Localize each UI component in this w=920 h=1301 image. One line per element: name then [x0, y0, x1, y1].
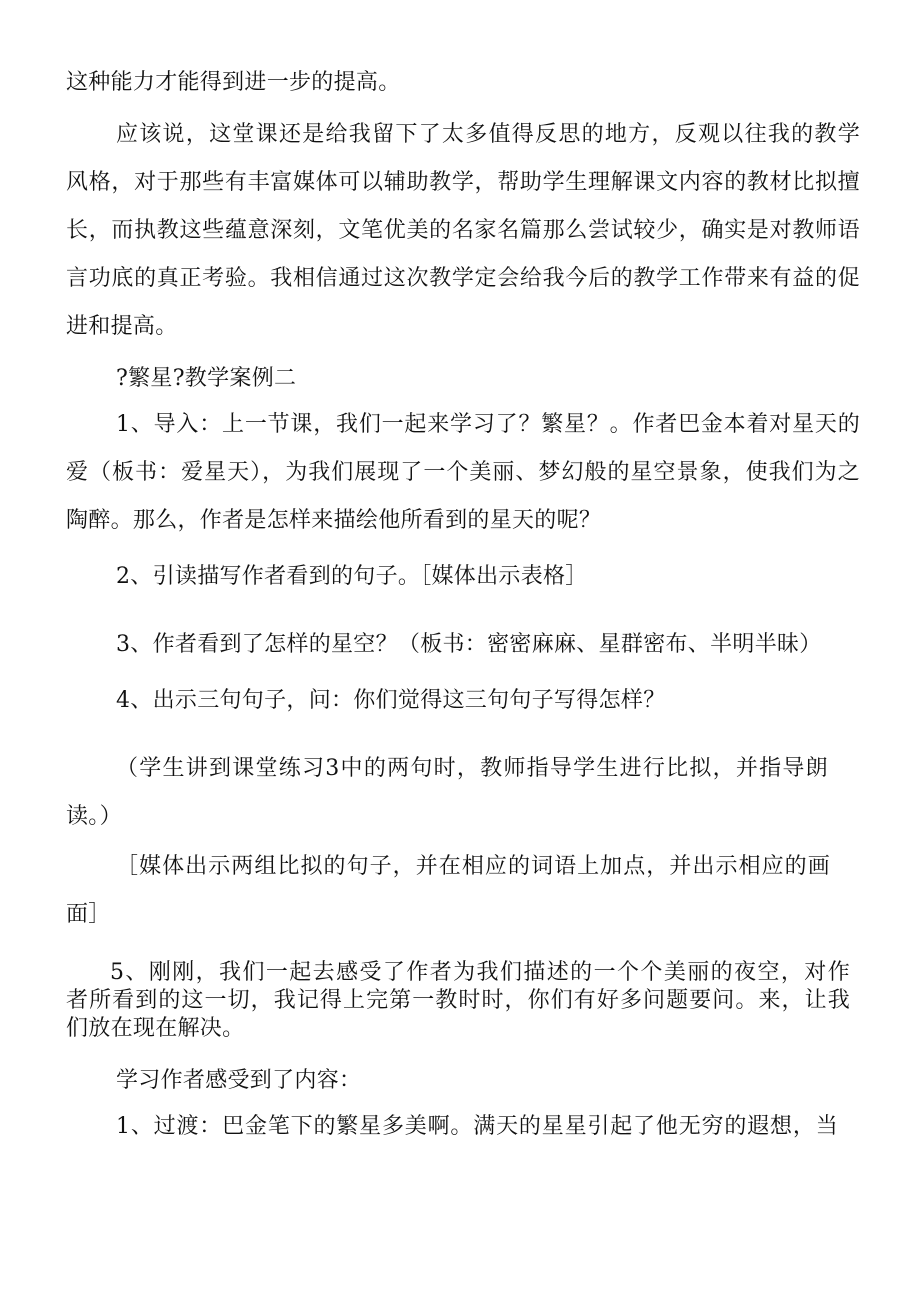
text-line: 1、导入：上一节课，我们一起来学习了？繁星？。作者巴金本着对星天的 — [116, 412, 860, 437]
text-line: 应该说，这堂课还是给我留下了太多值得反思的地方，反观以往我的教学 — [116, 122, 860, 147]
text-line: 们放在现在解决。 — [66, 1016, 245, 1041]
text-line: 3、作者看到了怎样的星空？（板书：密密麻麻、星群密布、半明半昧） — [116, 632, 822, 657]
text-line: 这种能力才能得到进一步的提高。 — [66, 70, 401, 95]
text-line: 长，而执教这些蕴意深刻，文笔优美的名家名篇那么尝试较少，确实是对教师语 — [66, 218, 860, 243]
text-line: 4、出示三句句子，问：你们觉得这三句句子写得怎样？ — [116, 688, 666, 713]
text-line: 读。） — [66, 804, 122, 829]
text-line: 5、刚刚，我们一起去感受了作者为我们描述的一个个美丽的夜空，对作 — [110, 960, 850, 985]
section-heading: ?繁星?教学案例二 — [116, 366, 297, 391]
text-line: 风格，对于那些有丰富媒体可以辅助教学，帮助学生理解课文内容的教材比拟擅 — [66, 170, 860, 195]
text-line: 言功底的真正考验。我相信通过这次教学定会给我今后的教学工作带来有益的促 — [66, 266, 860, 291]
text-line: 1、过渡：巴金笔下的繁星多美啊。满天的星星引起了他无穷的遐想，当 — [116, 1114, 838, 1139]
text-line: 2、引读描写作者看到的句子。［媒体出示表格］ — [116, 564, 588, 589]
text-line: 陶醉。那么，作者是怎样来描绘他所看到的星天的呢？ — [66, 508, 602, 533]
text-line: （学生讲到课堂练习3中的两句时，教师指导学生进行比拟，并指导朗 — [116, 756, 828, 781]
text-line: 进和提高。 — [66, 314, 178, 339]
text-line: 学习作者感受到了内容： — [116, 1068, 362, 1093]
text-line: 爱（板书：爱星天），为我们展现了一个美丽、梦幻般的星空景象，使我们为之 — [66, 460, 860, 485]
text-line: 面］ — [66, 902, 111, 927]
text-line: ［媒体出示两组比拟的句子，并在相应的词语上加点，并出示相应的画 — [116, 854, 830, 879]
text-line: 者所看到的这一切，我记得上完第一教时时，你们有好多问题要问。来，让我 — [66, 988, 850, 1013]
